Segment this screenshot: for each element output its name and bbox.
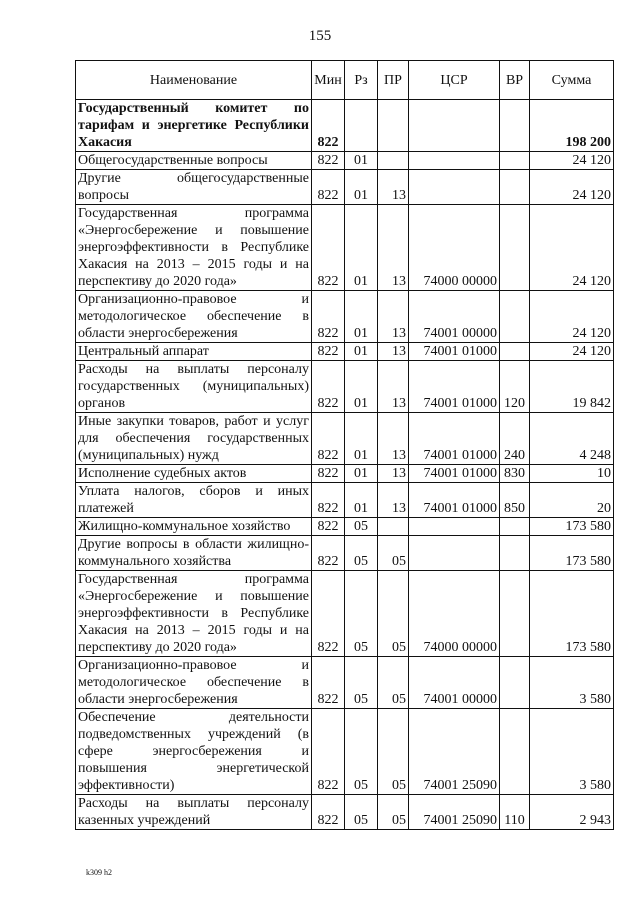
cell-rz: 01 bbox=[345, 361, 378, 413]
cell-name: Государственная программа «Энергосбережение и повышение энергоэффективности в Республике Хакасия на 2013 – 2015 годы и на перспективу до 2020 года» bbox=[76, 205, 312, 291]
header-vr: ВР bbox=[500, 61, 530, 100]
cell-vr bbox=[500, 709, 530, 795]
table-row bbox=[76, 483, 614, 518]
cell-sum: 24 120 bbox=[530, 291, 614, 343]
cell-csr: 74001 25090 bbox=[409, 709, 500, 795]
header-csr: ЦСР bbox=[409, 61, 500, 100]
cell-rz: 01 bbox=[345, 291, 378, 343]
table-row bbox=[76, 100, 614, 152]
header-sum: Сумма bbox=[530, 61, 614, 100]
cell-sum: 24 120 bbox=[530, 205, 614, 291]
cell-name: Организационно-правовое и методологическое обеспечение в области энергосбережения bbox=[76, 657, 312, 709]
cell-vr bbox=[500, 152, 530, 170]
cell-pr: 13 bbox=[378, 291, 409, 343]
cell-csr: 74001 01000 bbox=[409, 343, 500, 361]
cell-rz: 05 bbox=[345, 709, 378, 795]
cell-pr bbox=[378, 518, 409, 536]
cell-sum: 2 943 bbox=[530, 795, 614, 830]
header-name: Наименование bbox=[76, 61, 312, 100]
cell-vr bbox=[500, 170, 530, 205]
cell-pr: 13 bbox=[378, 170, 409, 205]
cell-vr: 240 bbox=[500, 413, 530, 465]
table-row bbox=[76, 657, 614, 709]
cell-rz: 01 bbox=[345, 483, 378, 518]
cell-name: Жилищно-коммунальное хозяйство bbox=[76, 518, 312, 536]
cell-sum: 24 120 bbox=[530, 170, 614, 205]
table-header-row bbox=[76, 61, 614, 100]
table-row bbox=[76, 795, 614, 830]
cell-rz: 05 bbox=[345, 795, 378, 830]
cell-sum: 24 120 bbox=[530, 343, 614, 361]
budget-table bbox=[75, 60, 614, 830]
cell-vr bbox=[500, 518, 530, 536]
cell-rz: 01 bbox=[345, 205, 378, 291]
table-row bbox=[76, 413, 614, 465]
cell-min: 822 bbox=[312, 205, 345, 291]
cell-min: 822 bbox=[312, 483, 345, 518]
cell-rz: 01 bbox=[345, 170, 378, 205]
cell-min: 822 bbox=[312, 343, 345, 361]
table-row bbox=[76, 518, 614, 536]
cell-name: Уплата налогов, сборов и иных платежей bbox=[76, 483, 312, 518]
cell-rz: 01 bbox=[345, 413, 378, 465]
cell-sum: 198 200 bbox=[530, 100, 614, 152]
cell-csr: 74000 00000 bbox=[409, 205, 500, 291]
cell-sum: 19 842 bbox=[530, 361, 614, 413]
table-row bbox=[76, 343, 614, 361]
table-row bbox=[76, 571, 614, 657]
table-row bbox=[76, 536, 614, 571]
cell-vr bbox=[500, 571, 530, 657]
cell-min: 822 bbox=[312, 361, 345, 413]
cell-rz: 05 bbox=[345, 657, 378, 709]
cell-pr: 05 bbox=[378, 657, 409, 709]
cell-rz bbox=[345, 100, 378, 152]
cell-sum: 4 248 bbox=[530, 413, 614, 465]
cell-vr bbox=[500, 205, 530, 291]
cell-sum: 173 580 bbox=[530, 571, 614, 657]
cell-name: Расходы на выплаты персоналу государственных (муниципальных) органов bbox=[76, 361, 312, 413]
cell-pr bbox=[378, 100, 409, 152]
header-rz: Рз bbox=[345, 61, 378, 100]
cell-vr: 120 bbox=[500, 361, 530, 413]
cell-rz: 05 bbox=[345, 518, 378, 536]
cell-sum: 10 bbox=[530, 465, 614, 483]
table-row bbox=[76, 170, 614, 205]
cell-name: Общегосударственные вопросы bbox=[76, 152, 312, 170]
cell-vr bbox=[500, 291, 530, 343]
cell-csr: 74001 00000 bbox=[409, 291, 500, 343]
cell-rz: 01 bbox=[345, 465, 378, 483]
cell-name: Исполнение судебных актов bbox=[76, 465, 312, 483]
cell-name: Государственный комитет по тарифам и энергетике Республики Хакасия bbox=[76, 100, 312, 152]
cell-csr bbox=[409, 536, 500, 571]
cell-pr: 13 bbox=[378, 205, 409, 291]
cell-name: Государственная программа «Энергосбережение и повышение энергоэффективности в Республике Хакасия на 2013 – 2015 годы и на перспективу до 2020 года» bbox=[76, 571, 312, 657]
cell-sum: 3 580 bbox=[530, 657, 614, 709]
cell-sum: 173 580 bbox=[530, 536, 614, 571]
table-row bbox=[76, 152, 614, 170]
cell-pr: 05 bbox=[378, 536, 409, 571]
cell-min: 822 bbox=[312, 170, 345, 205]
cell-min: 822 bbox=[312, 709, 345, 795]
cell-min: 822 bbox=[312, 571, 345, 657]
cell-vr bbox=[500, 536, 530, 571]
cell-csr bbox=[409, 170, 500, 205]
table-row bbox=[76, 709, 614, 795]
cell-pr: 13 bbox=[378, 343, 409, 361]
cell-pr: 05 bbox=[378, 571, 409, 657]
cell-vr bbox=[500, 100, 530, 152]
cell-name: Расходы на выплаты персоналу казенных учреждений bbox=[76, 795, 312, 830]
cell-pr: 05 bbox=[378, 709, 409, 795]
cell-csr: 74001 01000 bbox=[409, 465, 500, 483]
table-row bbox=[76, 465, 614, 483]
cell-pr: 13 bbox=[378, 413, 409, 465]
cell-pr: 05 bbox=[378, 795, 409, 830]
cell-rz: 01 bbox=[345, 343, 378, 361]
cell-pr: 13 bbox=[378, 361, 409, 413]
table-row bbox=[76, 205, 614, 291]
cell-csr bbox=[409, 152, 500, 170]
cell-name: Организационно-правовое и методологическое обеспечение в области энергосбережения bbox=[76, 291, 312, 343]
cell-name: Центральный аппарат bbox=[76, 343, 312, 361]
cell-vr: 850 bbox=[500, 483, 530, 518]
cell-min: 822 bbox=[312, 152, 345, 170]
cell-rz: 01 bbox=[345, 152, 378, 170]
footer-code: k309 h2 bbox=[86, 868, 112, 877]
cell-name: Другие вопросы в области жилищно-коммунального хозяйства bbox=[76, 536, 312, 571]
cell-name: Иные закупки товаров, работ и услуг для обеспечения государственных (муниципальных) нужд bbox=[76, 413, 312, 465]
cell-pr: 13 bbox=[378, 465, 409, 483]
cell-vr bbox=[500, 657, 530, 709]
cell-vr: 110 bbox=[500, 795, 530, 830]
table-row bbox=[76, 291, 614, 343]
cell-min: 822 bbox=[312, 536, 345, 571]
cell-csr: 74001 01000 bbox=[409, 413, 500, 465]
cell-min: 822 bbox=[312, 100, 345, 152]
cell-name: Другие общегосударственные вопросы bbox=[76, 170, 312, 205]
cell-min: 822 bbox=[312, 795, 345, 830]
cell-sum: 24 120 bbox=[530, 152, 614, 170]
cell-min: 822 bbox=[312, 518, 345, 536]
cell-csr: 74001 25090 bbox=[409, 795, 500, 830]
cell-min: 822 bbox=[312, 291, 345, 343]
cell-csr: 74001 01000 bbox=[409, 361, 500, 413]
cell-rz: 05 bbox=[345, 571, 378, 657]
table-body bbox=[76, 100, 614, 830]
cell-min: 822 bbox=[312, 657, 345, 709]
cell-csr bbox=[409, 518, 500, 536]
header-min: Мин bbox=[312, 61, 345, 100]
cell-sum: 20 bbox=[530, 483, 614, 518]
cell-sum: 173 580 bbox=[530, 518, 614, 536]
cell-name: Обеспечение деятельности подведомственных учреждений (в сфере энергосбережения и повышения энергетической эффективности) bbox=[76, 709, 312, 795]
cell-rz: 05 bbox=[345, 536, 378, 571]
cell-min: 822 bbox=[312, 465, 345, 483]
cell-csr: 74001 01000 bbox=[409, 483, 500, 518]
cell-pr: 13 bbox=[378, 483, 409, 518]
cell-vr: 830 bbox=[500, 465, 530, 483]
cell-pr bbox=[378, 152, 409, 170]
cell-vr bbox=[500, 343, 530, 361]
cell-csr: 74001 00000 bbox=[409, 657, 500, 709]
cell-csr: 74000 00000 bbox=[409, 571, 500, 657]
page-number: 155 bbox=[308, 28, 332, 44]
cell-min: 822 bbox=[312, 413, 345, 465]
cell-csr bbox=[409, 100, 500, 152]
header-pr: ПР bbox=[378, 61, 409, 100]
cell-sum: 3 580 bbox=[530, 709, 614, 795]
table-row bbox=[76, 361, 614, 413]
